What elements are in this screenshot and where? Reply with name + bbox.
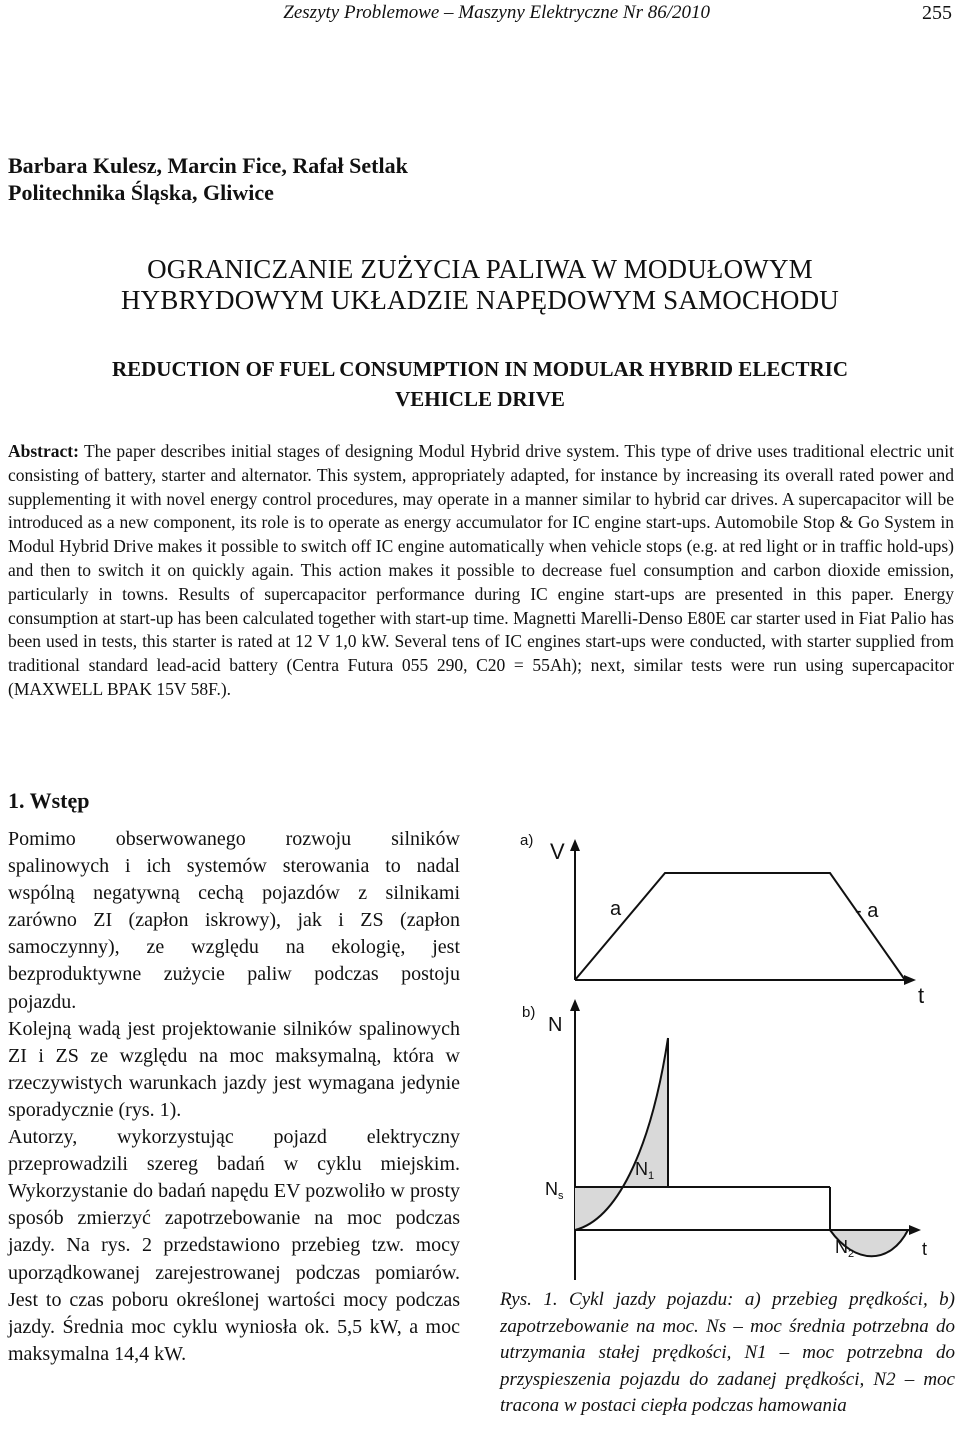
title-english — [0, 354, 960, 414]
paragraph: Autorzy, wykorzystując pojazd elektryczny przeprowadzili szereg badań w cyklu miejskim. Wykorzystanie do badań napędu EV pozwoliło w prosty sposób zmierzyć zapotrzebowanie na moc podczas jazdy. Na rys. 2 przedstawiono przebieg tzw. mocy uporządkowanej zarejestrowanej podczas pomiarów. Jest to czas poboru określonej wartości mocy podczas jazdy. Średnia moc cyklu wyniosła ok. 5,5 kW, a moc maksymalna 14,4 kW. — [8, 1126, 460, 1365]
figure-caption: Rys. 1. Cykl jazdy pojazdu: a) przebieg prędkości, b) zapotrzebowanie na moc. Ns – moc średnia potrzebna do utrzymania stałej prędkości, N1 – moc potrzebna do przyspieszenia pojazdu do zadanej prędkości, N2 – moc tracona w postaci ciepła podczas hamowania — [500, 1289, 955, 1416]
page-header — [0, 0, 960, 32]
affiliation: Politechnika Śląska, Gliwice — [8, 180, 274, 205]
panel-b-ns-label: $N_s$ — [545, 1179, 564, 1202]
panel-b-n2-label: $N_2$ — [835, 1237, 855, 1260]
panel-b-ylabel: N — [548, 1014, 563, 1036]
title-polish — [0, 254, 960, 316]
paragraph: Pomimo obserwowanego rozwoju silników spalinowych i ich systemów sterowania to nadal wspólną negatywną cechą pojazdów z silnikami zarówno ZI (zapłon iskrowy), jak i ZS (zapłon samoczynny), ze względu na ekologię, jest bezproduktywne zużycie paliw podczas postoju pojazdu. — [8, 828, 460, 1013]
panel-a-y-arrow — [570, 839, 580, 851]
panel-a-decel-label: - a — [855, 900, 879, 922]
panel-b-x-arrow — [909, 1225, 921, 1235]
panel-a-ylabel: V — [550, 839, 565, 864]
title-english-line1: REDUCTION OF FUEL CONSUMPTION IN MODULAR HYBRID ELECTRIC — [111, 357, 849, 381]
title-polish-line1: OGRANICZANIE ZUŻYCIA PALIWA W MODUŁOWYM — [147, 254, 813, 284]
panel-a-xlabel: t — [918, 983, 925, 1008]
author-list: Barbara Kulesz, Marcin Fice, Rafał Setlak — [8, 153, 408, 178]
panel-b-xlabel: t — [922, 1239, 928, 1259]
panel-a-x-arrow — [904, 975, 916, 985]
section-body — [8, 826, 460, 1368]
title-polish-line2: HYBRYDOWYM UKŁADZIE NAPĘDOWYM SAMOCHODU — [120, 285, 840, 315]
paragraph: Kolejną wadą jest projektowanie silników spalinowych ZI i ZS ze względu na moc maksymalną, która w rzeczywistych warunkach jazdy jest wymagana jedynie sporadycznie (rys. 1). — [8, 1017, 460, 1121]
title-english-line2: VEHICLE DRIVE — [395, 387, 565, 411]
panel-b-n1-area — [575, 1038, 668, 1230]
abstract — [8, 440, 954, 702]
panel-a-tag: a) — [520, 832, 534, 849]
panel-b-tag: b) — [522, 1004, 536, 1021]
abstract-label: Abstract: — [8, 441, 79, 461]
panel-a-speed-curve — [575, 873, 905, 980]
panel-b-y-arrow — [570, 999, 580, 1011]
section-heading: 1. Wstęp — [8, 788, 90, 813]
figure-graphic — [510, 825, 960, 1285]
panel-b-n1-label: $N_1$ — [635, 1159, 655, 1182]
journal-name: Zeszyty Problemowe – Maszyny Elektryczne Nr 86/2010 — [283, 2, 710, 23]
panel-a-accel-label: a — [610, 898, 622, 920]
figure-drive-cycle — [510, 825, 960, 1285]
abstract-text: The paper describes initial stages of designing Modul Hybrid drive system. This type of drive uses traditional electric unit consisting of battery, starter and alternator. This system, appropriately adapted, for instance by increasing its overall rated power and supplementing it with novel energy control procedures, may operate in a manner similar to hybrid car drives. A supercapacitor will be introduced as a new component, its role is to operate as energy accumulator for IC engine start-ups. Automobile Stop & Go System in Modul Hybrid Drive makes it possible to switch off IC engine automatically when vehicle stops (e.g. at red light or in traffic hold-ups) and then to switch it on quickly again. This action makes it possible to decrease fuel consumption and carbon dioxide emission, particularly in towns. Results of supercapacitor performance during IC engine start-ups are presented in this paper. Energy consumption at start-up has been calculated together with start-up time. Magnetti Marelli-Denso E80E car starter used in Fiat Palio has been used in tests, this starter is rated at 12 V 1,0 kW. Several tens of IC engines start-ups were conducted, with starter supplied from traditional standard lead-acid battery (Centra Futura 055 290, C20 = 55Ah); next, similar tests were run using supercapacitor (MAXWELL BPAK 15V 58F.). — [8, 441, 955, 699]
page-number: 255 — [922, 2, 952, 24]
